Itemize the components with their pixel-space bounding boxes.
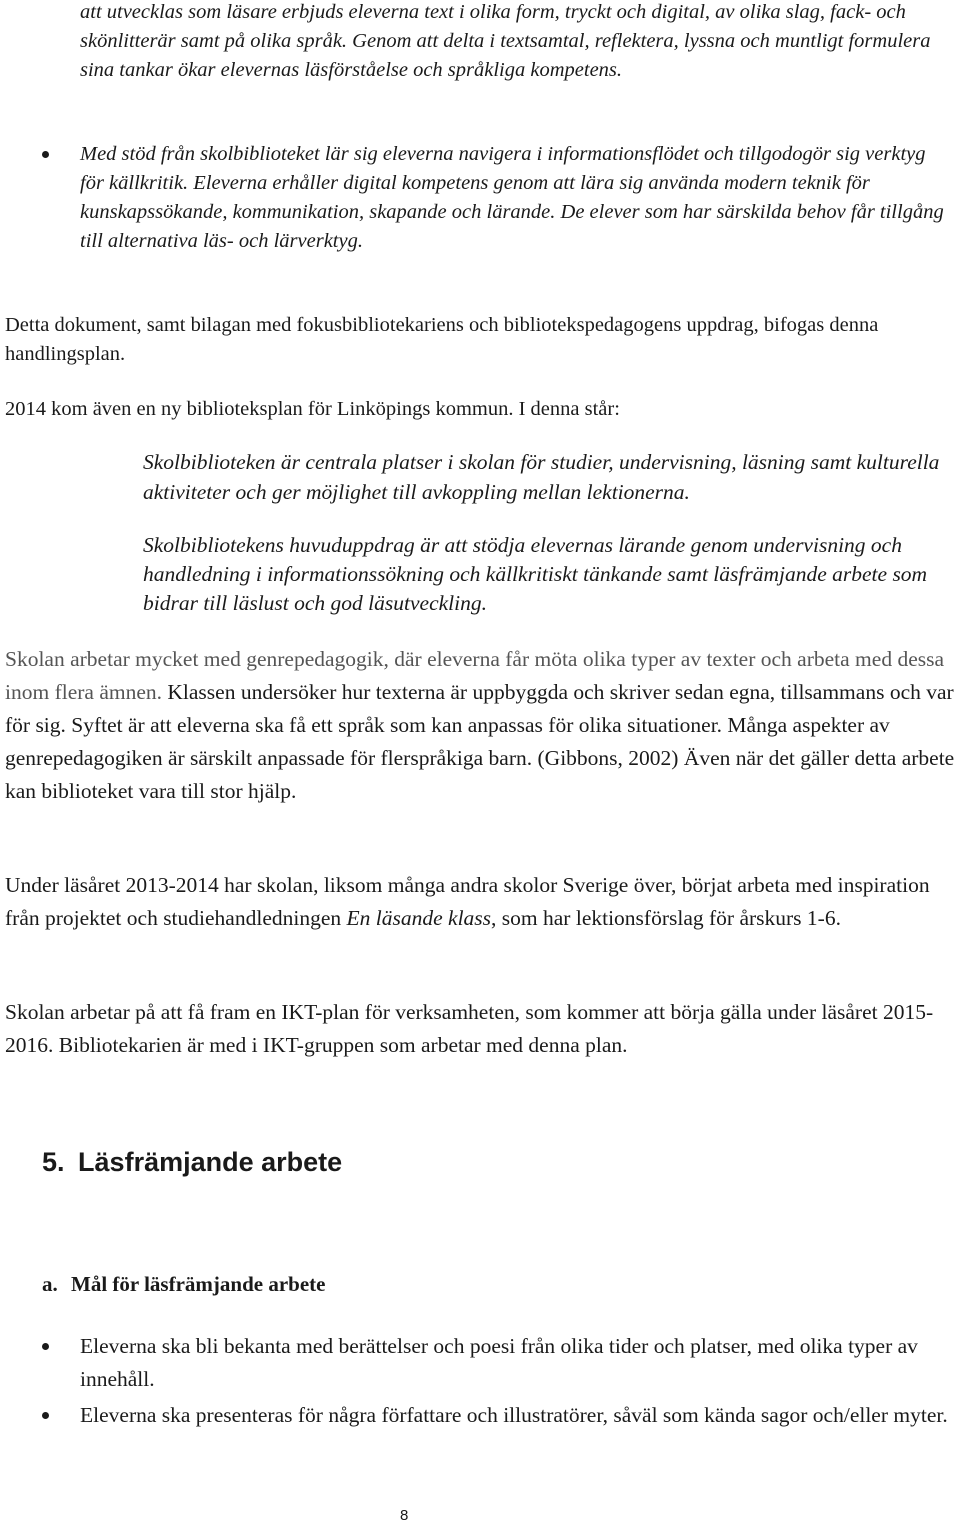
- goal-bullet-1: Eleverna ska bli bekanta med berättelser och poesi från olika tider och platser, med olika typer av innehåll.: [80, 1334, 918, 1391]
- subsection-heading: [42, 1272, 325, 1297]
- paragraph-ikt-plan: Skolan arbetar på att få fram en IKT-plan för verksamheten, som kommer att börja gälla under läsåret 2015-2016. Bibliotekarien är med i IKT-gruppen som arbetar med denna plan.: [5, 1000, 934, 1057]
- genre-pedagogy-rest: Klassen undersöker hur texterna är uppbyggda och skriver sedan egna, tillsammans och var för sig. Syftet är att eleverna ska få ett språk som kan anpassas för olika situationer. Många aspekter av genrepedagogiken är särskilt anpassade för flerspråkiga barn. (Gibbons, 2002) Även när det gäller detta arbete kan biblioteket vara till stor hjälp.: [5, 680, 955, 803]
- paragraph-genre-pedagogy: [5, 643, 955, 808]
- section-title: Läsfrämjande arbete: [78, 1147, 343, 1177]
- page-number: 8: [400, 1507, 409, 1524]
- genre-pedagogy-intro: Skolan arbetar mycket med genrepedagogik, där eleverna får möta olika typer av texter och arbeta med dessa inom flera ämnen.: [5, 647, 945, 704]
- bullet-dot: [42, 1412, 49, 1419]
- continued-paragraph: att utvecklas som läsare erbjuds eleverna text i olika form, tryckt och digital, av olika slag, fack- och skönlitterär samt på olika språk. Genom att delta i textsamtal, reflektera, lyssna och muntligt formulera sina tankar ökar elevernas läsförståelse och språkliga kompetens.: [80, 1, 931, 81]
- bullet-paragraph: Med stöd från skolbiblioteket lär sig eleverna navigera i informationsflödet och tillgodogör sig verktyg för källkritik. Eleverna erhåller digital kompetens genom att lära sig använda modern teknik för kunskapssökande, kommunikation, skapande och lärande. De elever som har särskilda behov får tillgång till alternativa läs- och lärverktyg.: [80, 143, 944, 252]
- paragraph-library-plan: 2014 kom även en ny biblioteksplan för Linköpings kommun. I denna står:: [5, 398, 620, 420]
- bullet-dot: [42, 1343, 49, 1350]
- reading-class-title: En läsande klass: [346, 906, 492, 930]
- subsection-title: Mål för läsfrämjande arbete: [71, 1272, 326, 1296]
- section-heading: [42, 1147, 342, 1178]
- reading-class-text-a: Under läsåret 2013-2014 har skolan, liksom många andra skolor Sverige över, börjat arbeta med inspiration från projektet och studiehandledningen: [5, 873, 930, 930]
- subsection-letter: a.: [42, 1272, 58, 1296]
- paragraph-reading-class: [5, 869, 955, 935]
- section-number: 5.: [42, 1147, 65, 1177]
- quote-school-libraries: Skolbiblioteken är centrala platser i skolan för studier, undervisning, läsning samt kulturella aktiviteter och ger möjlighet till avkoppling mellan lektionerna.: [143, 450, 940, 504]
- paragraph-attachment: Detta dokument, samt bilagan med fokusbibliotekariens och bibliotekspedagogens uppdrag, bifogas denna handlingsplan.: [5, 314, 879, 365]
- bullet-dot: [42, 151, 49, 158]
- quote-main-mission: Skolbibliotekens huvuduppdrag är att stödja elevernas lärande genom undervisning och handledning i informationssökning och källkritiskt tänkande samt läsfrämjande arbete som bidrar till läslust och god läsutveckling.: [143, 533, 928, 615]
- reading-class-text-b: , som har lektionsförslag för årskurs 1-6.: [491, 906, 841, 930]
- goal-bullet-2: Eleverna ska presenteras för några författare och illustratörer, såväl som kända sagor och/eller myter.: [80, 1403, 948, 1427]
